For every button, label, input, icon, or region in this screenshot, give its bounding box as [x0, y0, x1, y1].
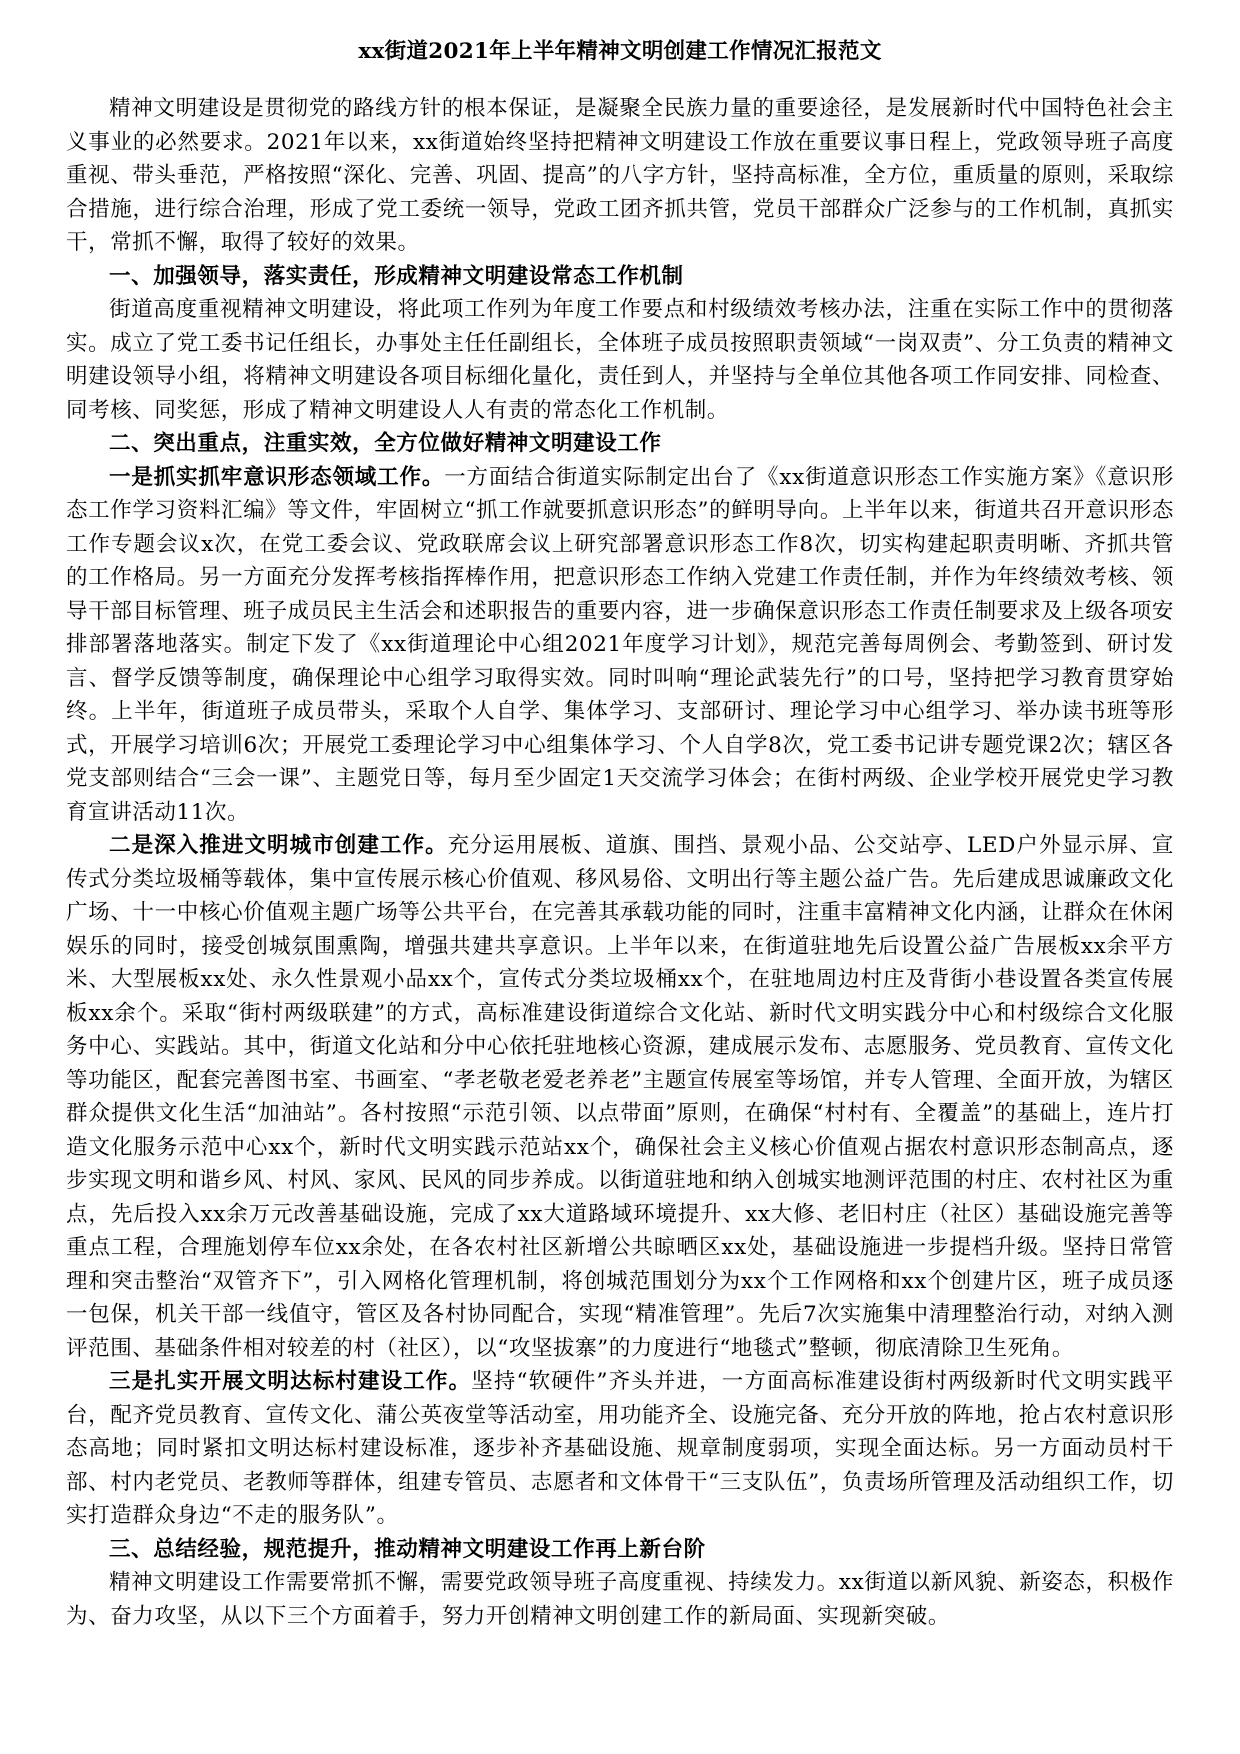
section-2-item-3-body: 坚持“软硬件”齐头并进，一方面高标准建设街村两级新时代文明实践平台，配齐党员教育、宣传文化、蒲公英夜堂等活动室，用功能齐全、设施完备、充分开放的阵地，抢占农村意识形态高地；同时紧扣文明达标村建设标准，逐步补齐基础设施、规章制度弱项，实现全面达标。另一方面动员村干部、村内老党员、老教师等群体，组建专管员、志愿者和文体骨干“三支队伍”，负责场所管理及活动组织工作，切实打造群众身边“不走的服务队”。 — [66, 1369, 1174, 1528]
section-3-heading: 三、总结经验，规范提升，推动精神文明建设工作再上新台阶 — [109, 1536, 706, 1562]
section-2-item-3-lead: 三是扎实开展文明达标村建设工作。 — [109, 1369, 472, 1394]
intro-paragraph: 精神文明建设是贯彻党的路线方针的根本保证，是凝聚全民族力量的重要途径，是发展新时代中国特色社会主义事业的必然要求。2021年以来，xx街道始终坚持把精神文明建设工作放在重要议事日程上，党政领导班子高度重视、带头垂范，严格按照“深化、完善、巩固、提高”的八字方针，坚持高标准，全方位，重质量的原则，采取综合措施，进行综合治理，形成了党工委统一领导，党政工团齐抓共管，党员干部群众广泛参与的工作机制，真抓实干，常抓不懈，取得了较好的效果。 — [66, 96, 1174, 255]
section-1-heading: 一、加强领导，落实责任，形成精神文明建设常态工作机制 — [109, 263, 684, 289]
section-3-paragraph: 精神文明建设工作需要常抓不懈，需要党政领导班子高度重视、持续发力。xx街道以新风貌、新姿态，积极作为、奋力攻坚，从以下三个方面着手，努力开创精神文明创建工作的新局面、实现新突破。 — [66, 1570, 1174, 1629]
section-1-paragraph: 街道高度重视精神文明建设，将此项工作列为年度工作要点和村级绩效考核办法，注重在实际工作中的贯彻落实。成立了党工委书记任组长，办事处主任任副组长，全体班子成员按照职责领域“一岗双责”、分工负责的精神文明建设领导小组，将精神文明建设各项目标细化量化，责任到人，并坚持与全单位其他各项工作同安排、同检查、同考核、同奖惩，形成了精神文明建设人人有责的常态化工作机制。 — [66, 297, 1174, 423]
section-2-item-1-paragraph — [66, 461, 1174, 830]
section-2-item-2-paragraph — [66, 829, 1174, 1365]
section-2-item-2-lead: 二是深入推进文明城市创建工作。 — [109, 833, 448, 858]
section-2-item-3-paragraph — [66, 1365, 1174, 1533]
section-2-item-1-lead: 一是抓实抓牢意识形态领域工作。 — [109, 464, 445, 490]
section-2-heading: 二、突出重点，注重实效，全方位做好精神文明建设工作 — [109, 431, 662, 456]
section-2-item-1-body: 一方面结合街道实际制定出台了《xx街道意识形态工作实施方案》《意识形态工作学习资料汇编》等文件，牢固树立“抓工作就要抓意识形态”的鲜明导向。上半年以来，街道共召开意识形态工作专题会议x次，在党工委会议、党政联席会议上研究部署意识形态工作8次，切实构建起职责明晰、齐抓共管的工作格局。另一方面充分发挥考核指挥棒作用，把意识形态工作纳入党建工作责任制，并作为年终绩效考核、领导干部目标管理、班子成员民主生活会和述职报告的重要内容，进一步确保意识形态工作责任制要求及上级各项安排部署落地落实。制定下发了《xx街道理论中心组2021年度学习计划》，规范完善每周例会、考勤签到、研讨发言、督学反馈等制度，确保理论中心组学习取得实效。同时叫响“理论武装先行”的口号，坚持把学习教育贯穿始终。上半年，街道班子成员带头，采取个人自学、集体学习、支部研讨、理论学习中心组学习、举办读书班等形式，开展学习培训6次；开展党工委理论学习中心组集体学习、个人自学8次，党工委书记讲专题党课2次；辖区各党支部则结合“三会一课”、主题党日等，每月至少固定1天交流学习体会；在街村两级、企业学校开展党史学习教育宣讲活动11次。 — [66, 464, 1174, 825]
document-title: xx街道2021年上半年精神文明创建工作情况汇报范文 — [358, 39, 882, 64]
section-2-item-2-body: 充分运用展板、道旗、围挡、景观小品、公交站亭、LED户外显示屏、宣传式分类垃圾桶等载体，集中宣传展示核心价值观、移风易俗、文明出行等主题公益广告。先后建成思诚廉政文化广场、十一中核心价值观主题广场等公共平台，在完善其承载功能的同时，注重丰富精神文化内涵，让群众在休闲娱乐的同时，接受创城氛围熏陶，增强共建共享意识。上半年以来，在街道驻地先后设置公益广告展板xx余平方米、大型展板xx处、永久性景观小品xx个，宣传式分类垃圾桶xx个，在驻地周边村庄及背街小巷设置各类宣传展板xx余个。采取“街村两级联建”的方式，高标准建设街道综合文化站、新时代文明实践分中心和村级综合文化服务中心、实践站。其中，街道文化站和分中心依托驻地核心资源，建成展示发布、志愿服务、党员教育、宣传文化等功能区，配套完善图书室、书画室、“孝老敬老爱老养老”主题宣传展室等场馆，并专人管理、全面开放，为辖区群众提供文化生活“加油站”。各村按照“示范引领、以点带面”原则，在确保“村村有、全覆盖”的基础上，连片打造文化服务示范中心xx个，新时代文明实践示范站xx个，确保社会主义核心价值观占据农村意识形态制高点，逐步实现文明和谐乡风、村风、家风、民风的同步养成。以街道驻地和纳入创城实地测评范围的村庄、农村社区为重点，先后投入xx余万元改善基础设施，完成了xx大道路域环境提升、xx大修、老旧村庄（社区）基础设施完善等重点工程，合理施划停车位xx余处，在各农村社区新增公共晾晒区xx处，基础设施进一步提档升级。坚持日常管理和突击整治“双管齐下”，引入网格化管理机制，将创城范围划分为xx个工作网格和xx个创建片区，班子成员逐一包保，机关干部一线值守，管区及各村协同配合，实现“精准管理”。先后7次实施集中清理整治行动，对纳入测评范围、基础条件相对较差的村（社区），以“攻坚拔寨”的力度进行“地毯式”整顿，彻底清除卫生死角。 — [66, 833, 1174, 1361]
